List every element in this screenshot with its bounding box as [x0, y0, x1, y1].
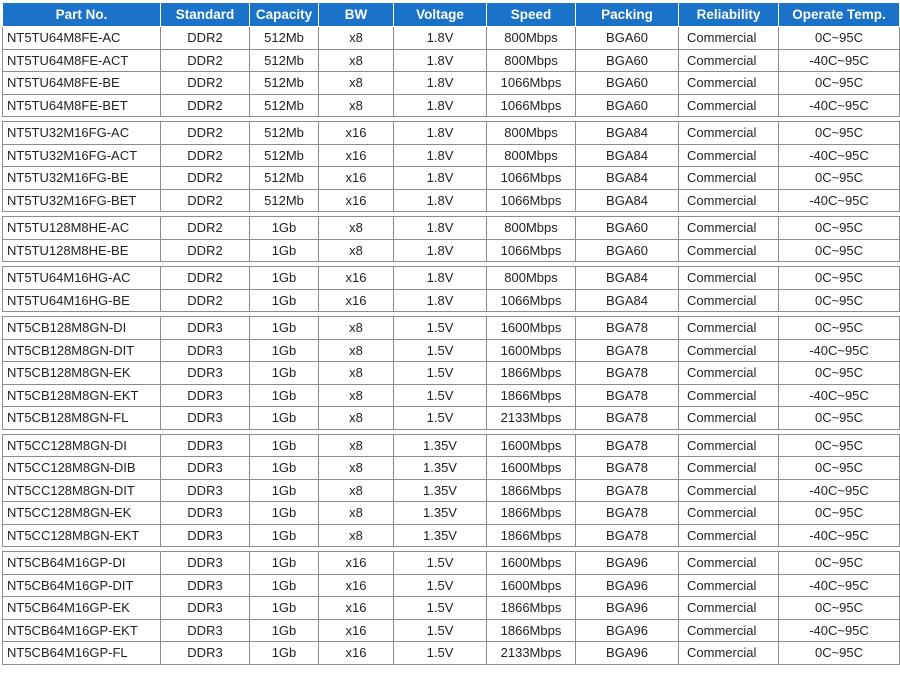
packing-cell: BGA60	[576, 94, 679, 117]
part-no-cell: NT5TU32M16FG-AC	[3, 122, 161, 145]
voltage-cell: 1.8V	[394, 144, 487, 167]
bw-cell: x16	[319, 122, 394, 145]
reliability-cell: Commercial	[679, 49, 779, 72]
operate-temp-cell: 0C~95C	[779, 457, 900, 480]
capacity-cell: 1Gb	[250, 502, 319, 525]
part-no-cell: NT5CB64M16GP-EK	[3, 597, 161, 620]
capacity-cell: 1Gb	[250, 552, 319, 575]
packing-cell: BGA78	[576, 434, 679, 457]
packing-cell: BGA78	[576, 502, 679, 525]
bw-cell: x16	[319, 189, 394, 212]
part-no-cell: NT5CB128M8GN-DI	[3, 317, 161, 340]
part-no-cell: NT5TU64M8FE-ACT	[3, 49, 161, 72]
packing-cell: BGA96	[576, 552, 679, 575]
operate-temp-cell: -40C~95C	[779, 339, 900, 362]
capacity-cell: 1Gb	[250, 479, 319, 502]
header-standard: Standard	[161, 3, 250, 27]
speed-cell: 800Mbps	[487, 122, 576, 145]
capacity-cell: 1Gb	[250, 339, 319, 362]
bw-cell: x8	[319, 457, 394, 480]
reliability-cell: Commercial	[679, 239, 779, 262]
reliability-cell: Commercial	[679, 27, 779, 50]
bw-cell: x8	[319, 94, 394, 117]
capacity-cell: 1Gb	[250, 574, 319, 597]
operate-temp-cell: 0C~95C	[779, 122, 900, 145]
operate-temp-cell: 0C~95C	[779, 27, 900, 50]
speed-cell: 1600Mbps	[487, 552, 576, 575]
operate-temp-cell: 0C~95C	[779, 597, 900, 620]
reliability-cell: Commercial	[679, 317, 779, 340]
table-body	[3, 27, 900, 665]
speed-cell: 800Mbps	[487, 267, 576, 290]
capacity-cell: 512Mb	[250, 189, 319, 212]
voltage-cell: 1.8V	[394, 289, 487, 312]
part-no-cell: NT5TU64M8FE-BE	[3, 72, 161, 95]
standard-cell: DDR3	[161, 317, 250, 340]
voltage-cell: 1.35V	[394, 457, 487, 480]
operate-temp-cell: 0C~95C	[779, 289, 900, 312]
standard-cell: DDR3	[161, 384, 250, 407]
voltage-cell: 1.5V	[394, 552, 487, 575]
bw-cell: x16	[319, 574, 394, 597]
reliability-cell: Commercial	[679, 362, 779, 385]
reliability-cell: Commercial	[679, 384, 779, 407]
bw-cell: x16	[319, 552, 394, 575]
voltage-cell: 1.5V	[394, 317, 487, 340]
packing-cell: BGA84	[576, 144, 679, 167]
table-row	[3, 407, 900, 430]
speed-cell: 1600Mbps	[487, 317, 576, 340]
bw-cell: x16	[319, 289, 394, 312]
capacity-cell: 1Gb	[250, 384, 319, 407]
packing-cell: BGA78	[576, 457, 679, 480]
header-bw: BW	[319, 3, 394, 27]
standard-cell: DDR3	[161, 574, 250, 597]
part-no-cell: NT5TU32M16FG-BET	[3, 189, 161, 212]
part-no-cell: NT5CC128M8GN-EK	[3, 502, 161, 525]
packing-cell: BGA78	[576, 384, 679, 407]
speed-cell: 1066Mbps	[487, 94, 576, 117]
capacity-cell: 1Gb	[250, 362, 319, 385]
packing-cell: BGA84	[576, 267, 679, 290]
standard-cell: DDR2	[161, 122, 250, 145]
speed-cell: 1866Mbps	[487, 524, 576, 547]
packing-cell: BGA96	[576, 597, 679, 620]
packing-cell: BGA84	[576, 289, 679, 312]
capacity-cell: 1Gb	[250, 239, 319, 262]
packing-cell: BGA60	[576, 239, 679, 262]
speed-cell: 800Mbps	[487, 144, 576, 167]
reliability-cell: Commercial	[679, 217, 779, 240]
header-packing: Packing	[576, 3, 679, 27]
bw-cell: x8	[319, 384, 394, 407]
speed-cell: 1066Mbps	[487, 189, 576, 212]
packing-cell: BGA96	[576, 574, 679, 597]
bw-cell: x8	[319, 49, 394, 72]
table-row	[3, 552, 900, 575]
voltage-cell: 1.8V	[394, 239, 487, 262]
speed-cell: 800Mbps	[487, 49, 576, 72]
standard-cell: DDR2	[161, 144, 250, 167]
bw-cell: x8	[319, 317, 394, 340]
packing-cell: BGA78	[576, 524, 679, 547]
table-row	[3, 289, 900, 312]
table-row	[3, 27, 900, 50]
table-row	[3, 72, 900, 95]
bw-cell: x8	[319, 502, 394, 525]
table-row	[3, 574, 900, 597]
operate-temp-cell: -40C~95C	[779, 574, 900, 597]
packing-cell: BGA60	[576, 49, 679, 72]
capacity-cell: 512Mb	[250, 122, 319, 145]
speed-cell: 1866Mbps	[487, 597, 576, 620]
operate-temp-cell: -40C~95C	[779, 479, 900, 502]
packing-cell: BGA84	[576, 167, 679, 190]
standard-cell: DDR2	[161, 267, 250, 290]
table-row	[3, 339, 900, 362]
speed-cell: 1600Mbps	[487, 339, 576, 362]
voltage-cell: 1.8V	[394, 49, 487, 72]
packing-cell: BGA60	[576, 27, 679, 50]
speed-cell: 1866Mbps	[487, 384, 576, 407]
reliability-cell: Commercial	[679, 339, 779, 362]
bw-cell: x8	[319, 217, 394, 240]
table-row	[3, 317, 900, 340]
reliability-cell: Commercial	[679, 457, 779, 480]
bw-cell: x16	[319, 619, 394, 642]
reliability-cell: Commercial	[679, 524, 779, 547]
capacity-cell: 512Mb	[250, 49, 319, 72]
voltage-cell: 1.5V	[394, 407, 487, 430]
voltage-cell: 1.8V	[394, 267, 487, 290]
speed-cell: 1866Mbps	[487, 479, 576, 502]
voltage-cell: 1.8V	[394, 189, 487, 212]
bw-cell: x16	[319, 267, 394, 290]
table-row	[3, 457, 900, 480]
bw-cell: x8	[319, 239, 394, 262]
operate-temp-cell: -40C~95C	[779, 49, 900, 72]
standard-cell: DDR2	[161, 189, 250, 212]
reliability-cell: Commercial	[679, 619, 779, 642]
table-row	[3, 167, 900, 190]
voltage-cell: 1.35V	[394, 524, 487, 547]
operate-temp-cell: 0C~95C	[779, 317, 900, 340]
table-row	[3, 189, 900, 212]
table-row	[3, 239, 900, 262]
reliability-cell: Commercial	[679, 434, 779, 457]
capacity-cell: 1Gb	[250, 267, 319, 290]
capacity-cell: 512Mb	[250, 144, 319, 167]
header-capacity: Capacity	[250, 3, 319, 27]
standard-cell: DDR3	[161, 524, 250, 547]
packing-cell: BGA78	[576, 407, 679, 430]
table-row	[3, 597, 900, 620]
reliability-cell: Commercial	[679, 122, 779, 145]
standard-cell: DDR2	[161, 72, 250, 95]
speed-cell: 800Mbps	[487, 217, 576, 240]
part-no-cell: NT5CB128M8GN-EK	[3, 362, 161, 385]
part-no-cell: NT5TU64M8FE-BET	[3, 94, 161, 117]
operate-temp-cell: 0C~95C	[779, 217, 900, 240]
part-no-cell: NT5CB128M8GN-FL	[3, 407, 161, 430]
part-no-cell: NT5CC128M8GN-DI	[3, 434, 161, 457]
standard-cell: DDR2	[161, 167, 250, 190]
part-no-cell: NT5TU32M16FG-ACT	[3, 144, 161, 167]
capacity-cell: 1Gb	[250, 619, 319, 642]
voltage-cell: 1.35V	[394, 502, 487, 525]
table-header	[3, 3, 900, 27]
part-no-cell: NT5CB64M16GP-DI	[3, 552, 161, 575]
capacity-cell: 512Mb	[250, 27, 319, 50]
capacity-cell: 1Gb	[250, 597, 319, 620]
bw-cell: x16	[319, 144, 394, 167]
bw-cell: x16	[319, 167, 394, 190]
packing-cell: BGA78	[576, 362, 679, 385]
speed-cell: 1600Mbps	[487, 434, 576, 457]
speed-cell: 1066Mbps	[487, 289, 576, 312]
table-row	[3, 502, 900, 525]
part-no-cell: NT5CB64M16GP-EKT	[3, 619, 161, 642]
bw-cell: x8	[319, 27, 394, 50]
table-row	[3, 362, 900, 385]
voltage-cell: 1.5V	[394, 574, 487, 597]
standard-cell: DDR2	[161, 49, 250, 72]
reliability-cell: Commercial	[679, 267, 779, 290]
part-no-cell: NT5CB64M16GP-DIT	[3, 574, 161, 597]
capacity-cell: 1Gb	[250, 217, 319, 240]
reliability-cell: Commercial	[679, 167, 779, 190]
bw-cell: x8	[319, 479, 394, 502]
bw-cell: x16	[319, 597, 394, 620]
voltage-cell: 1.8V	[394, 94, 487, 117]
operate-temp-cell: 0C~95C	[779, 267, 900, 290]
packing-cell: BGA96	[576, 619, 679, 642]
part-no-cell: NT5CB128M8GN-EKT	[3, 384, 161, 407]
packing-cell: BGA78	[576, 479, 679, 502]
table-row	[3, 267, 900, 290]
standard-cell: DDR2	[161, 27, 250, 50]
bw-cell: x8	[319, 524, 394, 547]
voltage-cell: 1.8V	[394, 122, 487, 145]
voltage-cell: 1.8V	[394, 27, 487, 50]
part-no-cell: NT5TU64M16HG-AC	[3, 267, 161, 290]
capacity-cell: 512Mb	[250, 167, 319, 190]
reliability-cell: Commercial	[679, 289, 779, 312]
reliability-cell: Commercial	[679, 552, 779, 575]
table-row	[3, 642, 900, 665]
standard-cell: DDR3	[161, 434, 250, 457]
standard-cell: DDR3	[161, 502, 250, 525]
standard-cell: DDR3	[161, 642, 250, 665]
standard-cell: DDR3	[161, 339, 250, 362]
standard-cell: DDR2	[161, 289, 250, 312]
reliability-cell: Commercial	[679, 144, 779, 167]
part-no-cell: NT5TU32M16FG-BE	[3, 167, 161, 190]
standard-cell: DDR2	[161, 239, 250, 262]
header-voltage: Voltage	[394, 3, 487, 27]
table-row	[3, 479, 900, 502]
operate-temp-cell: -40C~95C	[779, 619, 900, 642]
standard-cell: DDR3	[161, 407, 250, 430]
part-no-cell: NT5TU128M8HE-BE	[3, 239, 161, 262]
capacity-cell: 1Gb	[250, 457, 319, 480]
table-row	[3, 49, 900, 72]
header-operate-temp: Operate Temp.	[779, 3, 900, 27]
capacity-cell: 1Gb	[250, 524, 319, 547]
capacity-cell: 512Mb	[250, 94, 319, 117]
operate-temp-cell: 0C~95C	[779, 502, 900, 525]
table-row	[3, 94, 900, 117]
voltage-cell: 1.5V	[394, 642, 487, 665]
speed-cell: 1600Mbps	[487, 457, 576, 480]
standard-cell: DDR2	[161, 217, 250, 240]
bw-cell: x8	[319, 362, 394, 385]
header-reliability: Reliability	[679, 3, 779, 27]
voltage-cell: 1.5V	[394, 362, 487, 385]
reliability-cell: Commercial	[679, 189, 779, 212]
part-spec-table	[2, 2, 900, 665]
speed-cell: 1866Mbps	[487, 619, 576, 642]
packing-cell: BGA84	[576, 189, 679, 212]
reliability-cell: Commercial	[679, 502, 779, 525]
capacity-cell: 1Gb	[250, 642, 319, 665]
bw-cell: x8	[319, 72, 394, 95]
table-row	[3, 524, 900, 547]
standard-cell: DDR3	[161, 597, 250, 620]
operate-temp-cell: 0C~95C	[779, 434, 900, 457]
reliability-cell: Commercial	[679, 94, 779, 117]
speed-cell: 1866Mbps	[487, 502, 576, 525]
speed-cell: 1866Mbps	[487, 362, 576, 385]
operate-temp-cell: 0C~95C	[779, 552, 900, 575]
operate-temp-cell: 0C~95C	[779, 72, 900, 95]
voltage-cell: 1.5V	[394, 339, 487, 362]
operate-temp-cell: -40C~95C	[779, 524, 900, 547]
header-part-no: Part No.	[3, 3, 161, 27]
packing-cell: BGA60	[576, 217, 679, 240]
speed-cell: 1066Mbps	[487, 239, 576, 262]
part-no-cell: NT5TU128M8HE-AC	[3, 217, 161, 240]
packing-cell: BGA78	[576, 317, 679, 340]
bw-cell: x8	[319, 434, 394, 457]
operate-temp-cell: 0C~95C	[779, 642, 900, 665]
packing-cell: BGA78	[576, 339, 679, 362]
operate-temp-cell: 0C~95C	[779, 239, 900, 262]
standard-cell: DDR3	[161, 457, 250, 480]
voltage-cell: 1.5V	[394, 597, 487, 620]
part-no-cell: NT5TU64M16HG-BE	[3, 289, 161, 312]
speed-cell: 1066Mbps	[487, 167, 576, 190]
part-no-cell: NT5CC128M8GN-DIT	[3, 479, 161, 502]
operate-temp-cell: -40C~95C	[779, 384, 900, 407]
capacity-cell: 1Gb	[250, 317, 319, 340]
table-row	[3, 619, 900, 642]
part-no-cell: NT5CC128M8GN-DIB	[3, 457, 161, 480]
table-row	[3, 217, 900, 240]
speed-cell: 800Mbps	[487, 27, 576, 50]
voltage-cell: 1.5V	[394, 384, 487, 407]
table-row	[3, 434, 900, 457]
voltage-cell: 1.8V	[394, 167, 487, 190]
speed-cell: 2133Mbps	[487, 642, 576, 665]
bw-cell: x16	[319, 642, 394, 665]
part-no-cell: NT5TU64M8FE-AC	[3, 27, 161, 50]
reliability-cell: Commercial	[679, 642, 779, 665]
bw-cell: x8	[319, 339, 394, 362]
reliability-cell: Commercial	[679, 407, 779, 430]
table-row	[3, 122, 900, 145]
operate-temp-cell: 0C~95C	[779, 407, 900, 430]
reliability-cell: Commercial	[679, 479, 779, 502]
packing-cell: BGA96	[576, 642, 679, 665]
packing-cell: BGA84	[576, 122, 679, 145]
table-row	[3, 144, 900, 167]
bw-cell: x8	[319, 407, 394, 430]
speed-cell: 1600Mbps	[487, 574, 576, 597]
part-no-cell: NT5CB128M8GN-DIT	[3, 339, 161, 362]
standard-cell: DDR3	[161, 362, 250, 385]
part-no-cell: NT5CB64M16GP-FL	[3, 642, 161, 665]
voltage-cell: 1.5V	[394, 619, 487, 642]
packing-cell: BGA60	[576, 72, 679, 95]
operate-temp-cell: 0C~95C	[779, 167, 900, 190]
standard-cell: DDR2	[161, 94, 250, 117]
capacity-cell: 1Gb	[250, 407, 319, 430]
voltage-cell: 1.8V	[394, 72, 487, 95]
speed-cell: 1066Mbps	[487, 72, 576, 95]
reliability-cell: Commercial	[679, 72, 779, 95]
reliability-cell: Commercial	[679, 597, 779, 620]
header-row	[3, 3, 900, 27]
standard-cell: DDR3	[161, 479, 250, 502]
standard-cell: DDR3	[161, 552, 250, 575]
voltage-cell: 1.35V	[394, 479, 487, 502]
capacity-cell: 1Gb	[250, 289, 319, 312]
part-no-cell: NT5CC128M8GN-EKT	[3, 524, 161, 547]
capacity-cell: 512Mb	[250, 72, 319, 95]
capacity-cell: 1Gb	[250, 434, 319, 457]
speed-cell: 2133Mbps	[487, 407, 576, 430]
header-speed: Speed	[487, 3, 576, 27]
operate-temp-cell: -40C~95C	[779, 144, 900, 167]
operate-temp-cell: -40C~95C	[779, 94, 900, 117]
operate-temp-cell: -40C~95C	[779, 189, 900, 212]
operate-temp-cell: 0C~95C	[779, 362, 900, 385]
voltage-cell: 1.8V	[394, 217, 487, 240]
reliability-cell: Commercial	[679, 574, 779, 597]
voltage-cell: 1.35V	[394, 434, 487, 457]
table-row	[3, 384, 900, 407]
standard-cell: DDR3	[161, 619, 250, 642]
